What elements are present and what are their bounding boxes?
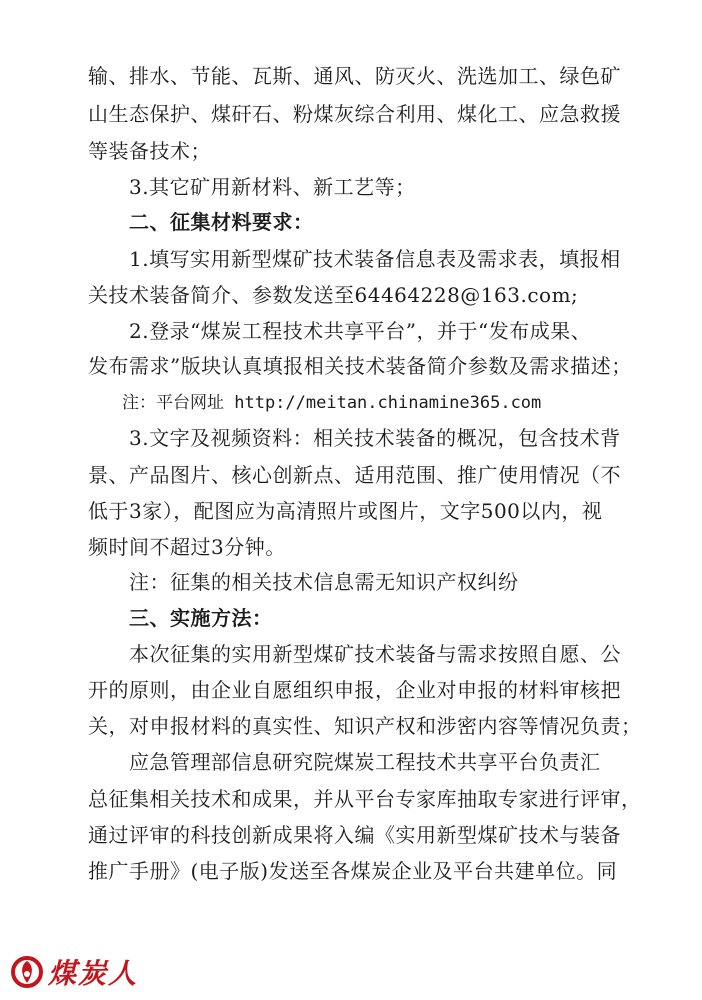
body-line: 低于3家），配图应为高清照片或图片，文字500以内，视 xyxy=(88,499,603,523)
body-line: 3.文字及视频资料：相关技术装备的概况，包含技术背 xyxy=(88,426,621,450)
body-line: 应急管理部信息研究院煤炭工程技术共享平台负责汇 xyxy=(88,750,601,774)
watermark xyxy=(10,952,138,992)
watermark-text: 煤炭人 xyxy=(48,957,139,990)
body-line: 2.登录“煤炭工程技术共享平台”，并于“发布成果、 xyxy=(88,319,592,343)
body-line: 本次征集的实用新型煤矿技术装备与需求按照自愿、公 xyxy=(88,642,621,666)
body-line: 发布需求”版块认真填报相关技术装备简介参数及需求描述； xyxy=(88,354,632,378)
section-heading-2: 二、征集材料要求： xyxy=(88,210,314,234)
body-line: 关，对申报材料的真实性、知识产权和涉密内容等情况负责； xyxy=(88,714,642,738)
body-line: 推广手册》(电子版)发送至各煤炭企业及平台共建单位。同 xyxy=(88,859,618,883)
section-heading-3: 三、实施方法： xyxy=(88,606,273,630)
body-line: 3.其它矿用新材料、新工艺等； xyxy=(88,175,416,199)
body-line: 输、排水、节能、瓦斯、通风、防灭火、洗选加工、绿色矿 xyxy=(88,64,621,88)
body-line: 山生态保护、煤矸石、粉煤灰综合利用、煤化工、应急救援 xyxy=(88,102,621,126)
note-line: 注：征集的相关技术信息需无知识产权纠纷 xyxy=(88,570,519,594)
platform-url-note: 注：平台网址 http://meitan.chinamine365.com xyxy=(88,393,542,413)
body-line: 频时间不超过3分钟。 xyxy=(88,535,286,559)
coal-logo-icon xyxy=(10,955,44,989)
body-line: 景、产品图片、核心创新点、适用范围、推广使用情况（不 xyxy=(88,463,621,487)
body-line: 开的原则，由企业自愿组织申报，企业对申报的材料审核把 xyxy=(88,678,621,702)
body-line: 1.填写实用新型煤矿技术装备信息表及需求表，填报相 xyxy=(88,247,621,271)
body-line: 通过评审的科技创新成果将入编《实用新型煤矿技术与装备 xyxy=(88,823,621,847)
body-line: 总征集相关技术和成果，并从平台专家库抽取专家进行评审， xyxy=(88,787,642,811)
body-line: 等装备技术； xyxy=(88,139,211,163)
body-line-email: 关技术装备简介、参数发送至64464228@163.com; xyxy=(88,283,579,307)
